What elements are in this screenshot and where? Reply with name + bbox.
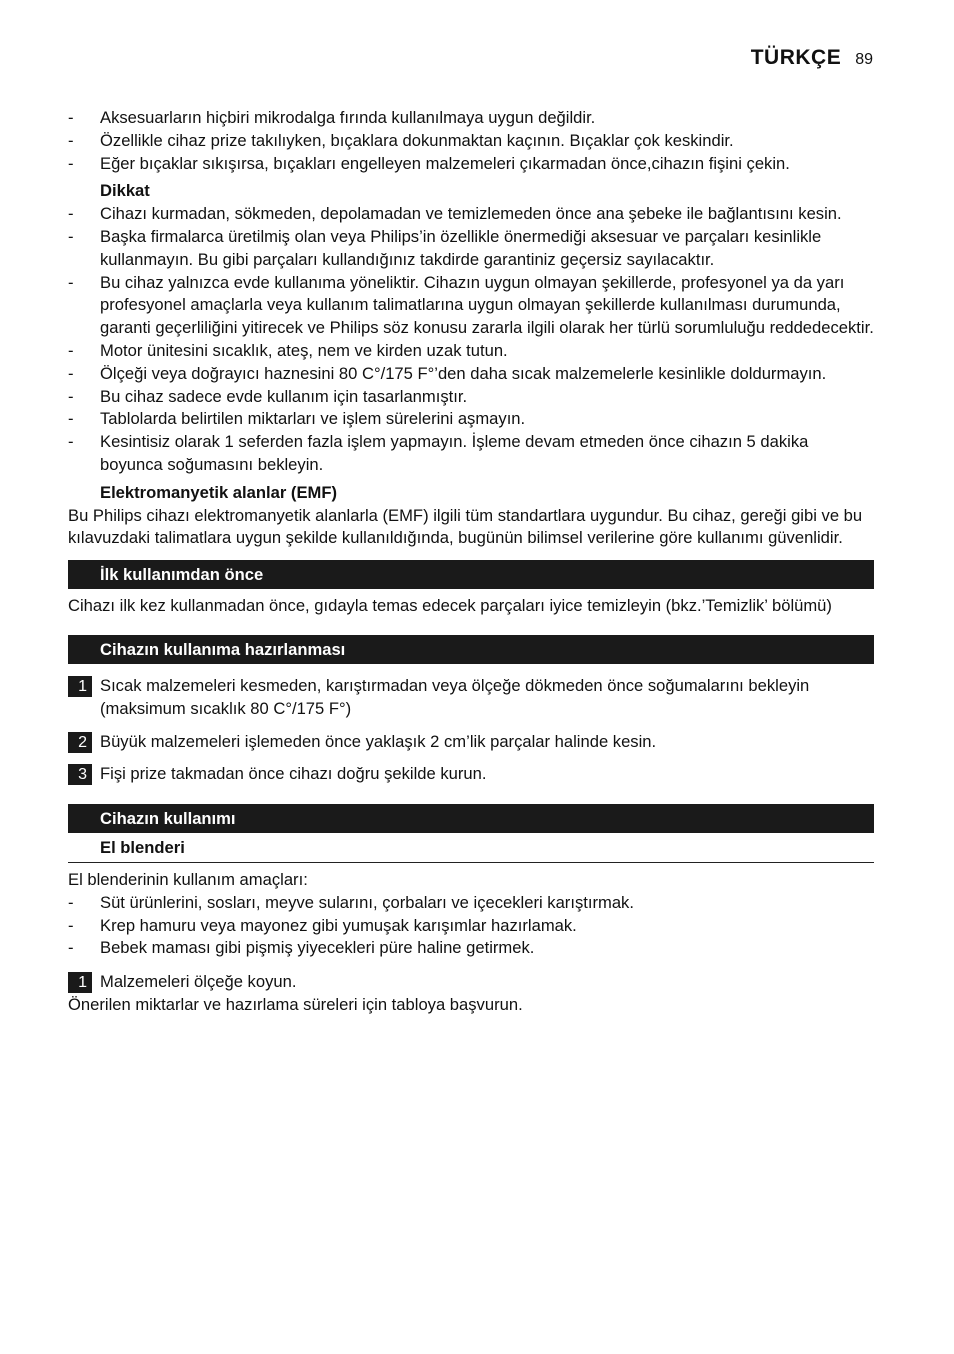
step-item: 1 Malzemeleri ölçeğe koyun. [68, 971, 874, 994]
list-item: - Özellikle cihaz prize takılıyken, bıçaklara dokunmaktan kaçının. Bıçaklar çok keskindir. [68, 130, 734, 150]
list-item: - Bebek maması gibi pişmiş yiyecekleri püre haline getirmek. [68, 938, 535, 958]
first-use-text: Cihazı ilk kez kullanmadan önce, gıdayla temas edecek parçaları iyice temizleyin (bkz.’Temizlik’ bölümü) [68, 596, 832, 616]
list-item: - Eğer bıçaklar sıkışırsa, bıçakları engelleyen malzemeleri çıkarmadan önce,cihazın fişini çekin. [68, 153, 790, 173]
step-number: 2 [68, 732, 92, 753]
list-item: - Kesintisiz olarak 1 seferden fazla işlem yapmayın. İşleme devam etmeden önce cihazın 5 dakika boyunca soğumasını bekleyin. [68, 432, 809, 474]
list-item: - Motor ünitesini sıcaklık, ateş, nem ve kirden uzak tutun. [68, 340, 508, 360]
section-title-first-use: İlk kullanımdan önce [68, 560, 874, 589]
list-item: - Bu cihaz yalnızca evde kullanıma yöneliktir. Cihazın uygun olmayan şekillerde, profesyonel ya da yarı profesyonel amaçlarla veya kullanım talimatlarına uygun olmayan şekillerde kullanılması durumunda, garanti geçerliliğini yitirecek ve Philips söz konusu zararla ilgili olarak her türlü sorumluluğu reddedecektir. [68, 272, 874, 338]
prepare-steps [68, 675, 874, 786]
caution-list [68, 203, 874, 477]
step-item: 3 Fişi prize takmadan önce cihazı doğru şekilde kurun. [68, 763, 874, 786]
page-number: 89 [855, 51, 873, 68]
list-item: - Ölçeği veya doğrayıcı haznesini 80 C°/175 F°’den daha sıcak malzemelerle kesinlikle doldurmayın. [68, 363, 827, 383]
caution-heading: Dikkat [100, 181, 150, 201]
step-number: 1 [68, 972, 92, 993]
page-content [68, 107, 874, 1017]
list-item: - Süt ürünlerini, sosları, meyve sularını, çorbaları ve içecekleri karıştırmak. [68, 892, 634, 912]
list-item: - Başka firmalarca üretilmiş olan veya Philips’in özellikle önermediği aksesuar ve parçaları kesinlikle kullanmayın. Bu gibi parçaları kullandığınız takdirde garantiniz geçersiz sayılacaktır. [68, 226, 822, 269]
list-item: - Krep hamuru veya mayonez gibi yumuşak karışımlar hazırlamak. [68, 915, 577, 935]
emf-text: Bu Philips cihazı elektromanyetik alanlarla (EMF) ilgili tüm standartlara uygundur. Bu cihaz, gereği gibi ve bu kılavuzdaki talimatlara uygun şekilde kullanıldığında, bugünün bilimsel verilerine göre kullanımı güvenlidir. [68, 505, 863, 548]
step-number: 3 [68, 764, 92, 785]
step-item: 2 Büyük malzemeleri işlemeden önce yaklaşık 2 cm’lik parçalar halinde kesin. [68, 731, 874, 754]
section-title-use: Cihazın kullanımı [68, 804, 874, 833]
list-item: - Bu cihaz sadece evde kullanım için tasarlanmıştır. [68, 386, 468, 406]
warnings-list [68, 107, 874, 175]
emf-heading: Elektromanyetik alanlar (EMF) [100, 482, 337, 502]
step-item: 1 Sıcak malzemeleri kesmeden, karıştırmadan veya ölçeğe dökmeden önce soğumalarını bekleyin (maksimum sıcaklık 80 C°/175 F°) [68, 675, 874, 721]
list-item: - Tablolarda belirtilen miktarları ve işlem sürelerini aşmayın. [68, 409, 526, 429]
section-title-prepare: Cihazın kullanıma hazırlanması [68, 635, 874, 664]
subsection-hand-blender: El blenderi [68, 837, 874, 863]
step-number: 1 [68, 676, 92, 697]
hand-blender-uses-list [68, 892, 874, 960]
table-note: Önerilen miktarlar ve hazırlama süreleri için tabloya başvurun. [68, 994, 523, 1014]
list-item: - Aksesuarların hiçbiri mikrodalga fırında kullanılmaya uygun değildir. [68, 108, 596, 127]
hand-blender-intro: El blenderinin kullanım amaçları: [68, 869, 308, 889]
page-header [751, 47, 873, 72]
language-label: TÜRKÇE [750, 46, 842, 69]
list-item: - Cihazı kurmadan, sökmeden, depolamadan ve temizlemeden önce ana şebeke ile bağlantısını kesin. [68, 204, 842, 224]
